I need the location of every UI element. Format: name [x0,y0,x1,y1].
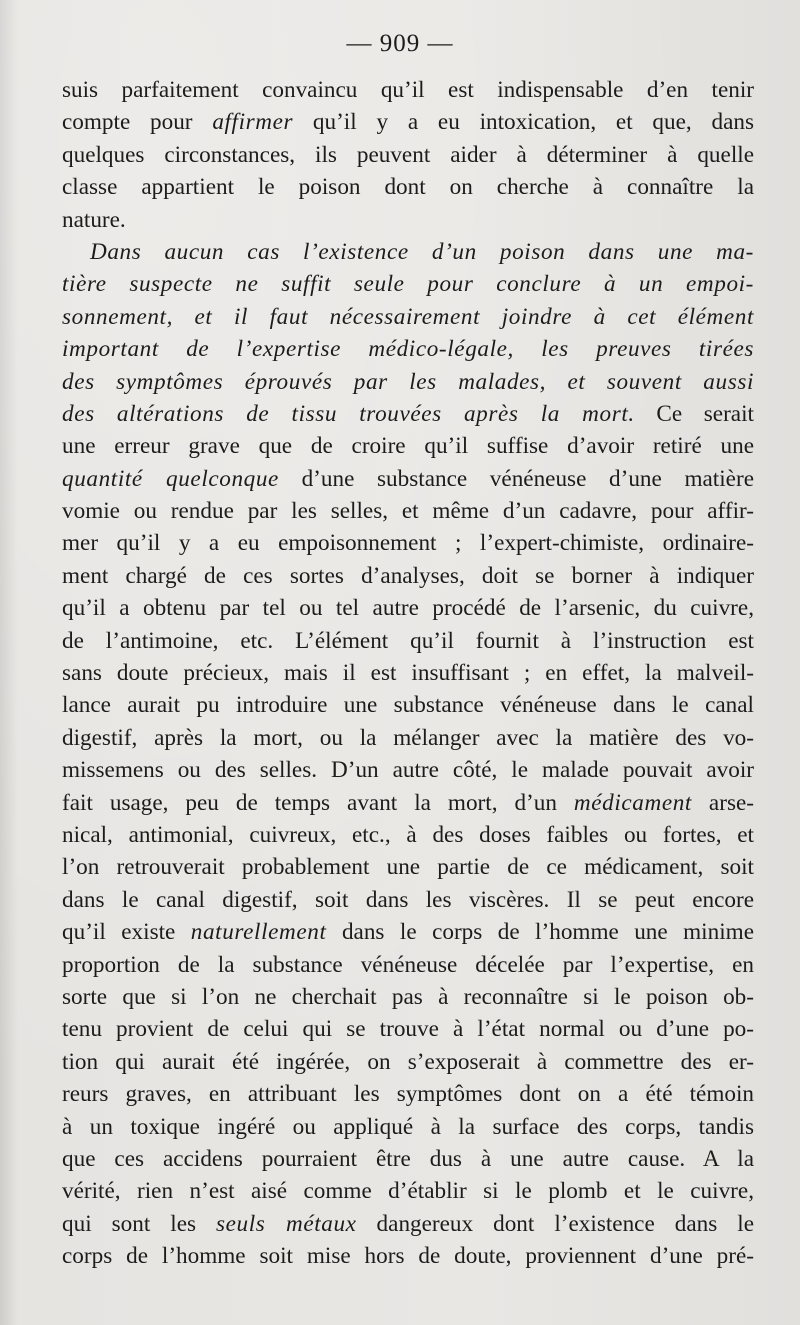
text-line [62,1175,754,1207]
text-line [62,657,754,689]
text-run: missemens ou des selles. D’un autre côté, le malade pouvait avoir [62,757,754,784]
text-run: digestif, après la mort, ou la mélanger avec la matière des vo- [62,724,754,751]
text-run: une erreur grave que de croire qu’il suffise d’avoir retiré une [62,433,754,460]
text-run: à un toxique ingéré ou appliqué à la surface des corps, tandis [62,1113,754,1140]
text-run: qu’il y a eu intoxication, et que, dans [293,109,754,136]
text-line [62,171,754,203]
text-line [62,916,754,948]
text-run: quelques circonstances, ils peuvent aider à déterminer à quelle [62,141,754,168]
text-run: corps de l’homme soit mise hors de doute, proviennent d’une pré- [62,1243,754,1270]
text-run: dans le canal digestif, soit dans les viscères. Il se peut encore [62,886,754,913]
text-run: nature. [62,206,126,233]
text-line [62,430,754,462]
italic-text-run: médicament [573,789,692,816]
text-line [62,981,754,1013]
text-run: sans doute précieux, mais il est insuffisant ; en effet, la malveil- [62,660,754,687]
italic-text-run: Dans aucun cas l’existence d’un poison dans une ma- [90,238,754,265]
text-line [62,884,754,916]
text-line [62,689,754,721]
text-run: vomie ou rendue par les selles, et même d’un cadavre, pour affir- [62,498,754,525]
text-line [62,333,754,365]
page-number: — 909 — [346,30,454,57]
text-line [62,1078,754,1110]
text-line [62,1143,754,1175]
text-line [62,722,754,754]
text-run: classe appartient le poison dont on cherche à connaître la [62,174,754,201]
text-line [62,754,754,786]
text-line [62,74,754,106]
text-run: compte pour [62,109,213,136]
italic-text-run: seuls métaux [216,1210,357,1237]
text-run: l’on retrouverait probablement une partie de ce médicament, soit [62,854,754,881]
text-line [62,268,754,300]
text-run: fait usage, peu de temps avant la mort, d’un [62,789,574,816]
text-run: qu’il existe [62,919,191,946]
text-run: de l’antimoine, etc. L’élément qu’il fournit à l’instruction est [62,627,754,654]
text-line [62,1208,754,1240]
italic-text-run: quantité quelconque [62,465,279,492]
italic-text-run: sonnement, et il faut nécessairement joindre à cet élément [62,303,754,330]
italic-text-run: des symptômes éprouvés par les malades, et souvent aussi [62,368,754,395]
text-run: nical, antimonial, cuivreux, etc., à des doses faibles ou fortes, et [62,821,754,848]
text-run: dans le corps de l’homme une minime [326,919,754,946]
text-run: dangereux dont l’existence dans le [356,1210,754,1237]
italic-text-run: affirmer [212,109,294,136]
text-line [62,398,754,430]
text-line [62,106,754,138]
italic-text-run: tière suspecte ne suffit seule pour conclure à un empoi- [62,271,754,298]
text-run: lance aurait pu introduire une substance vénéneuse dans le canal [62,692,754,719]
text-run: d’une substance vénéneuse d’une matière [278,465,754,492]
text-run: Ce serait [634,400,754,427]
text-run: tenu provient de celui qui se trouve à l’état normal ou d’une po- [62,1016,754,1043]
text-run: suis parfaitement convaincu qu’il est indispensable d’en tenir [62,77,754,103]
text-line [62,527,754,559]
text-line [62,1013,754,1045]
text-line [62,236,754,268]
text-line [62,819,754,851]
text-run: vérité, rien n’est aisé comme d’établir si le plomb et le cuivre, [62,1178,754,1205]
text-line [62,204,754,236]
text-line [62,1046,754,1078]
text-run: qui sont les [62,1210,217,1237]
text-run: ment chargé de ces sortes d’analyses, doit se borner à indiquer [62,562,754,589]
italic-text-run: important de l’expertise médico-légale, les preuves tirées [62,336,754,363]
text-run: tion qui aurait été ingérée, on s’exposerait à commettre des er- [62,1048,754,1075]
text-run: reurs graves, en attribuant les symptômes dont on a été témoin [62,1081,754,1108]
text-line [62,560,754,592]
text-line [62,787,754,819]
text-run: arse- [691,789,754,816]
italic-text-run: des altérations de tissu trouvées après la mort. [62,400,635,427]
body-text [62,74,754,1272]
text-line [62,949,754,981]
text-run: mer qu’il y a eu empoisonnement ; l’expert-chimiste, ordinaire- [62,530,754,557]
text-line [62,366,754,398]
text-line [62,1240,754,1272]
text-line [62,592,754,624]
text-run: proportion de la substance vénéneuse décelée par l’expertise, en [62,951,754,978]
italic-text-run: naturellement [190,919,327,946]
text-line [62,851,754,883]
text-run: que ces accidens pourraient être dus à une autre cause. A la [62,1145,754,1172]
text-line [62,301,754,333]
text-line [62,495,754,527]
text-line [62,139,754,171]
text-line [62,625,754,657]
text-line [62,1111,754,1143]
text-run: sorte que si l’on ne cherchait pas à reconnaître si le poison ob- [62,983,754,1010]
text-line [62,463,754,495]
text-run: qu’il a obtenu par tel ou tel autre procédé de l’arsenic, du cuivre, [62,595,754,622]
